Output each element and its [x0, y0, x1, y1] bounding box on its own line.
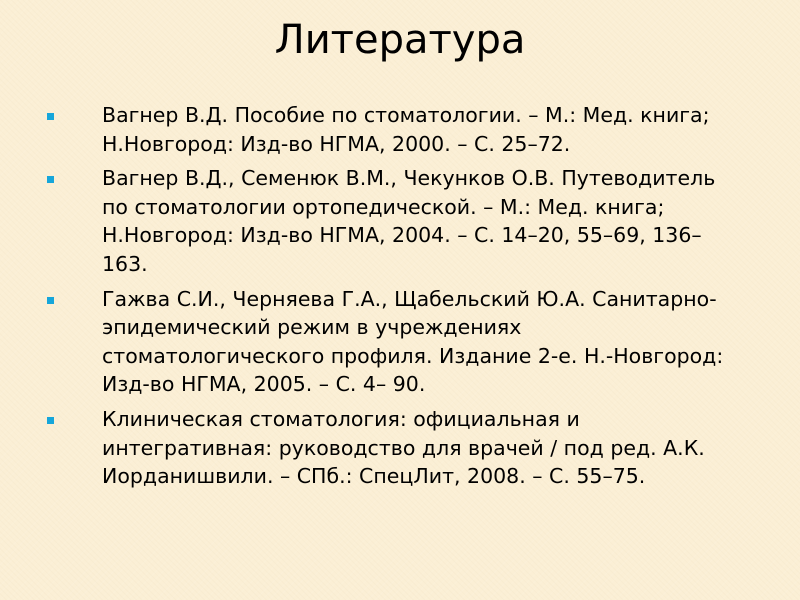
square-bullet-icon: [47, 176, 54, 183]
reference-text: Вагнер В.Д., Семенюк В.М., Чекунков О.В. Путеводитель по стоматологии ортопедической. – М.: Мед. книга; Н.Новгород: Изд-во НГМА, 2004. – С. 14–20, 55–69, 136–163.: [102, 166, 716, 276]
reference-text: Гажва С.И., Черняева Г.А., Щабельский Ю.А. Санитарно-эпидемический режим в учреждениях стоматологического профиля. Издание 2-е. Н.-Новгород: Изд-во НГМА, 2005. – С. 4– 90.: [102, 286, 724, 397]
reference-item: [42, 285, 747, 399]
square-bullet-icon: [47, 113, 54, 120]
reference-item: [42, 101, 747, 158]
reference-text: Клиническая стоматология: официальная и интегративная: руководство для врачей / под ред. А.К. Иорданишвили. – СПб.: СпецЛит, 2008. – С. 55–75.: [102, 406, 705, 489]
reference-list: [42, 101, 747, 497]
slide-title: Литература: [274, 17, 526, 63]
reference-item: [42, 405, 747, 491]
square-bullet-icon: [47, 417, 54, 424]
reference-item: [42, 164, 747, 278]
reference-text: Вагнер В.Д. Пособие по стоматологии. – М.: Мед. книга; Н.Новгород: Изд-во НГМА, 2000. – С. 25–72.: [102, 103, 710, 156]
square-bullet-icon: [47, 297, 54, 304]
